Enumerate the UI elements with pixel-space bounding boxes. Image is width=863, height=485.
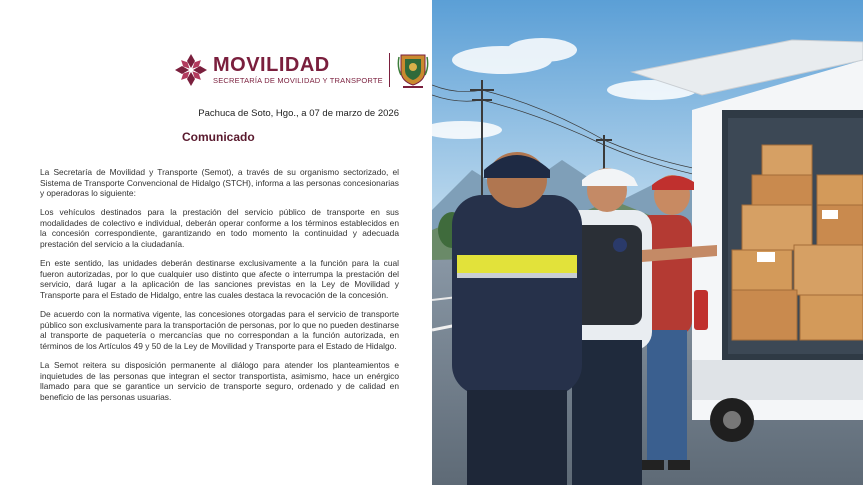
date-line: Pachuca de Soto, Hgo., a 07 de marzo de 2026: [198, 108, 399, 119]
paragraph: De acuerdo con la normativa vigente, las concesiones otorgadas para el servicio de transporte público son exclusivamente para la transportación de personas, por lo que no pueden destinarse al transporte de paquetería o mercancías que no correspondan a la función autorizada, en términos de los Artículos 49 y 50 de la Ley de Movilidad y Transporte para el Estado de Hidalgo.: [40, 309, 399, 351]
officer-back-figure: [452, 152, 582, 485]
brand-subtitle: SECRETARÍA DE MOVILIDAD Y TRANSPORTE: [213, 76, 383, 85]
hidalgo-state-seal-icon: [397, 51, 429, 89]
movilidad-flower-logo-icon: [173, 52, 209, 88]
paragraph: En este sentido, las unidades deberán destinarse exclusivamente a la función para la cual fueron autorizadas, por lo que cualquier uso distinto que afecte o interrumpa la prestación del servicio, dará lugar a la aplicación de las sanciones previstas en la Ley de Movilidad y Transporte para el Estado de Hidalgo, entre las cuales destaca la revocación de la concesión.: [40, 258, 399, 300]
header: [173, 50, 433, 90]
roadside-inspection-scene: [432, 0, 863, 485]
inspection-illustration: [432, 0, 863, 485]
paragraph: La Semot reitera su disposición permanente al diálogo para atender los planteamientos e inquietudes de las personas que integran el sector transportista, asimismo, hace un enérgico llamado para que se garantice un servicio de transporte seguro, ordenado y de calidad en beneficio de las personas usuarias.: [40, 359, 399, 402]
document-body: [40, 167, 399, 411]
header-divider: [389, 53, 390, 87]
document-heading: Comunicado: [182, 130, 255, 144]
paragraph: La Secretaría de Movilidad y Transporte (Semot), a través de su organismo sectorizado, el Sistema de Transporte Convencional de Hidalgo (STCH), informa a las personas concesionarias y operadoras lo siguiente:: [40, 167, 399, 199]
brand-title: MOVILIDAD: [213, 54, 330, 76]
paragraph: Los vehículos destinados para la prestación del servicio público de transporte en sus modalidades de colectivo e individual, deberán operar conforme a los términos establecidos en la concesión correspondiente, garantizando en todo momento la continuidad y adecuada prestación del servicio a la ciudadanía.: [40, 207, 399, 250]
